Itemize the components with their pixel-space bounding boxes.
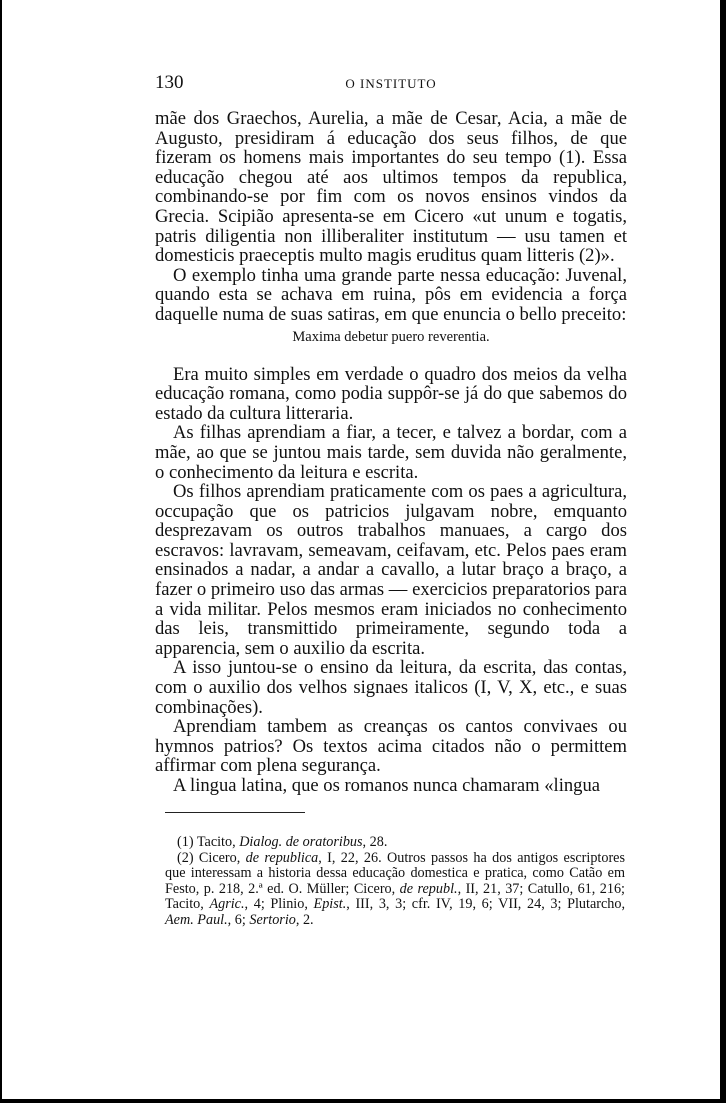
footnote-1-title: Dialog. de oratoribus bbox=[239, 834, 363, 850]
scan-border-bottom bbox=[0, 1099, 726, 1103]
footnote-2-title: Epist. bbox=[313, 896, 347, 913]
footnote-1 bbox=[165, 835, 625, 851]
paragraph-5: Os filhos aprendiam praticamente com os paes a agricultura, occupação que os patricios julgavam nobre, emquanto desprezavam os outros trabalhos manuaes, a cargo dos escravos: lavravam, semeavam, ceifavam, etc. Pelos paes eram ensinados a nadar, a andar a cavallo, a lutar braço a braço, a fazer o primeiro uso das armas — exercicios preparatorios para a vida militar. Pelos mesmos eram iniciados no conhecimento das leis, transmittido primeiramente, segundo toda a apparencia, sem o auxilio da escrita. bbox=[155, 481, 627, 659]
scan-border-left bbox=[0, 0, 2, 1103]
paragraph-3: Era muito simples em verdade o quadro dos meios da velha educação romana, como podia suppôr-se já do que sabemos do estado da cultura litteraria. bbox=[155, 363, 627, 424]
footnote-2-text: , 2. bbox=[295, 911, 314, 928]
footnote-2 bbox=[165, 851, 625, 929]
footnote-2-title: Agric. bbox=[209, 896, 245, 913]
footnote-2-title: de republ. bbox=[399, 880, 458, 897]
footnote-2-title: Aem. Paul. bbox=[165, 911, 228, 928]
page-header bbox=[155, 72, 627, 94]
footnote-1-ref: , 28. bbox=[362, 834, 388, 850]
footnote-divider bbox=[165, 812, 305, 813]
footnote-2-text: , II, 21, 37; Catullo, 61, 216; Tacito, bbox=[165, 880, 626, 913]
footnote-2-text: , 6; bbox=[227, 911, 250, 928]
footnote-1-number: (1) bbox=[177, 834, 194, 850]
main-text bbox=[155, 109, 627, 796]
footnote-2-title: de republica bbox=[245, 849, 319, 866]
footnote-2-title: Sertorio bbox=[249, 911, 296, 928]
paragraph-2: O exemplo tinha uma grande parte nessa educação: Juvenal, quando esta se achava em ruina, pôs em evidencia a força daquelle numa de suas satiras, em que enuncia o bello preceito: bbox=[155, 264, 627, 325]
footnote-2-text: , 4; Plinio, bbox=[244, 896, 314, 913]
page-number: 130 bbox=[155, 72, 184, 93]
footnote-1-text: Tacito, bbox=[196, 834, 240, 850]
footnote-2-text: , I, 22, 26. Outros passos ha dos antigos escriptores que interessam a historia dessa educação domestica e pratica, como Catão em Festo, p. 218, 2.ª ed. O. Müller; Cicero, bbox=[165, 849, 626, 897]
paragraph-4: As filhas aprendiam a fiar, a tecer, e talvez a bordar, com a mãe, ao que se juntou mais tarde, sem duvida não geralmente, o conhecimento da leitura e escrita. bbox=[155, 422, 627, 483]
paragraph-6: A isso juntou-se o ensino da leitura, da escrita, das contas, com o auxilio dos velhos signaes italicos (I, V, X, etc., e suas combinações). bbox=[155, 657, 627, 718]
paragraph-7: Aprendiam tambem as creanças os cantos convivaes ou hymnos patrios? Os textos acima citados não o permittem affirmar com plena segurança. bbox=[155, 716, 627, 777]
paragraph-1: mãe dos Graechos, Aurelia, a mãe de Cesar, Acia, a mãe de Augusto, presidiram á educação dos seus filhos, de que fizeram os homens mais importantes do seu tempo (1). Essa educação chegou até aos ultimos tempos da republica, combinando-se por fim com os novos ensinos vindos da Grecia. Scipião apresenta-se em Cicero «ut unum e togatis, patris diligentia non illiberaliter institutum — usu tamen et domesticis praeceptis multo magis eruditus quam litteris (2)». bbox=[155, 108, 627, 267]
paragraph-8: A lingua latina, que os romanos nunca chamaram «lingua bbox=[173, 775, 601, 796]
verse-quote: Maxima debetur puero reverentia. bbox=[292, 328, 490, 345]
footnote-2-text: , III, 3, 3; cfr. IV, 19, 6; VII, 24, 3; Plutarcho, bbox=[346, 896, 625, 913]
running-title: O INSTITUTO bbox=[345, 76, 437, 91]
footnote-2-text: Cicero, bbox=[198, 849, 246, 866]
footnotes bbox=[165, 835, 625, 929]
scan-border-right bbox=[720, 0, 726, 1103]
footnote-2-number: (2) bbox=[177, 849, 194, 866]
